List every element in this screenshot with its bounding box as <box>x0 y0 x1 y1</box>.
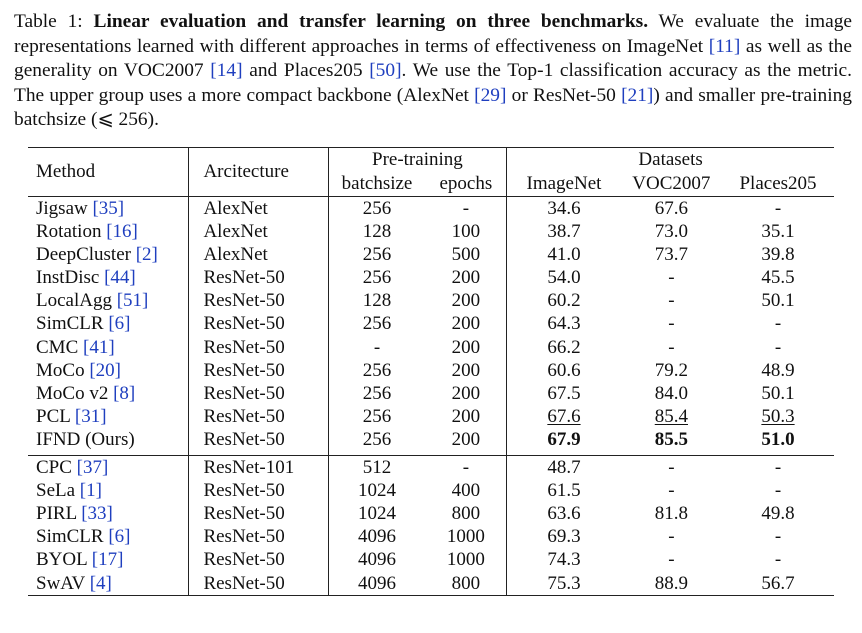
batchsize-cell: 512 <box>362 457 392 479</box>
table-row <box>28 479 834 502</box>
places205-cell: 51.0 <box>761 428 795 450</box>
method-cell <box>28 525 189 548</box>
method-cell <box>28 405 189 428</box>
places205-cell: - <box>774 198 782 219</box>
citation-link[interactable]: [6] <box>108 526 131 548</box>
epochs-cell: 200 <box>451 336 481 358</box>
architecture-cell: AlexNet <box>203 244 268 266</box>
voc2007-cell: - <box>668 457 675 479</box>
method-cell <box>28 548 189 571</box>
method-name: CPC <box>36 457 72 479</box>
imagenet-cell: 60.6 <box>547 359 581 381</box>
places205-cell: 50.1 <box>761 382 795 404</box>
results-table <box>28 147 834 596</box>
architecture-cell: AlexNet <box>203 221 268 243</box>
architecture-cell: ResNet-50 <box>203 336 285 358</box>
batchsize-cell: 256 <box>362 244 392 266</box>
table-row <box>28 525 834 548</box>
table-row <box>28 243 834 266</box>
caption-text: ) and smaller pre-training batchsize (⩽ 256). <box>14 84 852 130</box>
imagenet-cell: 38.7 <box>547 221 581 243</box>
table-row <box>28 336 834 359</box>
citation-link[interactable]: [41] <box>83 336 115 358</box>
caption-text: We evaluate the image representations learned with different approaches in terms of effectiveness on ImageNet <box>14 11 852 57</box>
batchsize-cell: 256 <box>362 198 392 219</box>
voc2007-cell: 81.8 <box>654 503 688 525</box>
table-row <box>28 266 834 289</box>
imagenet-cell: 64.3 <box>547 313 581 335</box>
method-cell <box>28 382 189 405</box>
method-name: SwAV <box>36 572 85 594</box>
table-row <box>28 382 834 405</box>
citation-link[interactable]: [2] <box>135 244 158 266</box>
method-cell <box>28 220 189 243</box>
citation-link[interactable]: [11] <box>708 35 741 57</box>
method-name: Rotation <box>36 221 102 243</box>
batchsize-cell: 256 <box>362 267 392 289</box>
method-cell <box>28 243 189 266</box>
epochs-cell: 800 <box>451 503 481 525</box>
citation-link[interactable]: [17] <box>91 549 124 571</box>
voc2007-cell: 73.7 <box>654 244 688 266</box>
imagenet-cell: 67.5 <box>547 382 581 404</box>
citation-link[interactable]: [31] <box>74 405 107 427</box>
citation-link[interactable]: [29] <box>474 84 507 106</box>
voc2007-cell: - <box>668 336 675 358</box>
table-row <box>28 312 834 335</box>
caption-title: Linear evaluation and transfer learning on three benchmarks. <box>93 11 649 32</box>
epochs-cell: - <box>462 457 470 479</box>
method-cell <box>28 572 189 596</box>
places205-cell: 50.1 <box>761 290 795 312</box>
method-cell <box>28 359 189 382</box>
table-row <box>28 456 834 480</box>
voc2007-cell: - <box>668 290 675 312</box>
places205-cell: - <box>774 336 782 358</box>
citation-link[interactable]: [44] <box>104 267 136 289</box>
method-name: BYOL <box>36 549 88 571</box>
voc2007-cell: 84.0 <box>654 382 688 404</box>
architecture-cell: ResNet-50 <box>203 526 285 548</box>
imagenet-cell: 74.3 <box>547 549 581 571</box>
imagenet-cell: 41.0 <box>547 244 581 266</box>
method-name: Jigsaw <box>36 198 88 219</box>
citation-link[interactable]: [50] <box>369 60 402 81</box>
epochs-cell: - <box>462 198 470 219</box>
caption-text: or ResNet-50 <box>506 84 622 106</box>
places205-cell: 56.7 <box>761 572 795 594</box>
caption-label: Table 1: <box>14 11 83 32</box>
header-pretraining: Pre-training <box>328 148 507 173</box>
voc2007-cell: 88.9 <box>654 572 688 594</box>
header-batchsize: batchsize <box>328 172 425 197</box>
method-cell <box>28 479 189 502</box>
citation-link[interactable]: [37] <box>76 457 109 479</box>
method-cell <box>28 312 189 335</box>
batchsize-cell: 1024 <box>358 503 397 525</box>
places205-cell: - <box>774 313 782 335</box>
epochs-cell: 800 <box>451 572 481 594</box>
voc2007-cell: - <box>668 549 675 571</box>
voc2007-cell: 67.6 <box>654 198 688 219</box>
places205-cell: 50.3 <box>761 405 795 427</box>
citation-link[interactable]: [6] <box>108 313 131 335</box>
imagenet-cell: 63.6 <box>547 503 581 525</box>
imagenet-cell: 61.5 <box>547 480 581 502</box>
method-cell <box>28 266 189 289</box>
architecture-cell: ResNet-101 <box>203 457 295 479</box>
imagenet-cell: 34.6 <box>547 198 581 219</box>
header-datasets: Datasets <box>507 148 834 173</box>
header-epochs: epochs <box>425 172 506 197</box>
method-cell <box>28 502 189 525</box>
epochs-cell: 100 <box>451 221 481 243</box>
architecture-cell: ResNet-50 <box>203 572 285 594</box>
places205-cell: 39.8 <box>761 244 795 266</box>
citation-link[interactable]: [21] <box>621 84 654 106</box>
places205-cell: - <box>774 480 782 502</box>
citation-link[interactable]: [20] <box>89 359 121 381</box>
imagenet-cell: 67.9 <box>547 428 581 450</box>
places205-cell: - <box>774 549 782 571</box>
citation-link[interactable]: [33] <box>81 503 113 525</box>
voc2007-cell: - <box>668 480 675 502</box>
architecture-cell: ResNet-50 <box>203 382 285 404</box>
batchsize-cell: 256 <box>362 428 392 450</box>
method-cell <box>28 336 189 359</box>
epochs-cell: 500 <box>451 244 481 266</box>
table-header-row <box>28 148 834 173</box>
epochs-cell: 200 <box>451 405 481 427</box>
method-name: SimCLR <box>36 526 104 548</box>
table-row <box>28 220 834 243</box>
epochs-cell: 200 <box>451 382 481 404</box>
batchsize-cell: - <box>373 336 381 358</box>
batchsize-cell: 1024 <box>358 480 397 502</box>
header-architecture: Arcitecture <box>189 148 328 197</box>
architecture-cell: ResNet-50 <box>203 359 285 381</box>
method-name: IFND (Ours) <box>36 428 135 450</box>
table-row <box>28 428 834 451</box>
method-name: LocalAgg <box>36 290 112 312</box>
batchsize-cell: 256 <box>362 359 392 381</box>
table-row <box>28 572 834 596</box>
batchsize-cell: 256 <box>362 405 392 427</box>
method-name: CMC <box>36 336 79 358</box>
citation-link[interactable]: [1] <box>79 480 102 502</box>
epochs-cell: 200 <box>451 290 481 312</box>
places205-cell: - <box>774 526 782 548</box>
citation-link[interactable]: [14] <box>210 60 243 81</box>
imagenet-cell: 54.0 <box>547 267 581 289</box>
epochs-cell: 1000 <box>446 526 485 548</box>
method-name: SeLa <box>36 480 76 502</box>
voc2007-cell: 85.5 <box>654 428 688 450</box>
citation-link[interactable]: [8] <box>113 382 136 404</box>
method-cell <box>28 289 189 312</box>
epochs-cell: 200 <box>451 313 481 335</box>
citation-link[interactable]: [4] <box>89 572 112 594</box>
header-places205: Places205 <box>722 172 834 197</box>
table-row <box>28 548 834 571</box>
imagenet-cell: 67.6 <box>547 405 581 427</box>
voc2007-cell: - <box>668 267 675 289</box>
table-row <box>28 405 834 428</box>
batchsize-cell: 4096 <box>358 549 397 571</box>
architecture-cell: ResNet-50 <box>203 290 285 312</box>
batchsize-cell: 256 <box>362 382 392 404</box>
epochs-cell: 400 <box>451 480 481 502</box>
batchsize-cell: 128 <box>362 290 392 312</box>
method-name: MoCo <box>36 359 85 381</box>
citation-link[interactable]: [35] <box>92 198 125 219</box>
places205-cell: 45.5 <box>761 267 795 289</box>
method-cell <box>28 456 189 480</box>
epochs-cell: 200 <box>451 428 481 450</box>
header-imagenet: ImageNet <box>507 172 621 197</box>
method-name: MoCo v2 <box>36 382 109 404</box>
citation-link[interactable]: [16] <box>106 221 138 243</box>
method-name: PIRL <box>36 503 77 525</box>
imagenet-cell: 69.3 <box>547 526 581 548</box>
epochs-cell: 1000 <box>446 549 485 571</box>
voc2007-cell: - <box>668 313 675 335</box>
imagenet-cell: 75.3 <box>547 572 581 594</box>
method-name: DeepCluster <box>36 244 131 266</box>
table-caption <box>14 10 852 133</box>
epochs-cell: 200 <box>451 267 481 289</box>
places205-cell: 48.9 <box>761 359 795 381</box>
caption-text: . We use the Top-1 classification accuracy as the metric. The upper group uses a more compact backbone (AlexNet <box>14 60 852 106</box>
header-method: Method <box>28 148 189 197</box>
method-name: PCL <box>36 405 71 427</box>
architecture-cell: ResNet-50 <box>203 267 285 289</box>
batchsize-cell: 256 <box>362 313 392 335</box>
imagenet-cell: 48.7 <box>547 457 581 479</box>
batchsize-cell: 128 <box>362 221 392 243</box>
voc2007-cell: 73.0 <box>654 221 688 243</box>
imagenet-cell: 66.2 <box>547 336 581 358</box>
batchsize-cell: 4096 <box>358 526 397 548</box>
architecture-cell: ResNet-50 <box>203 313 285 335</box>
places205-cell: 49.8 <box>761 503 795 525</box>
voc2007-cell: - <box>668 526 675 548</box>
architecture-cell: ResNet-50 <box>203 405 285 427</box>
caption-text: as well as the generality on VOC2007 <box>14 35 852 81</box>
architecture-cell: ResNet-50 <box>203 503 285 525</box>
imagenet-cell: 60.2 <box>547 290 581 312</box>
architecture-cell: AlexNet <box>203 198 268 219</box>
method-cell <box>28 197 189 221</box>
places205-cell: 35.1 <box>761 221 795 243</box>
architecture-cell: ResNet-50 <box>203 480 285 502</box>
header-voc2007: VOC2007 <box>621 172 722 197</box>
citation-link[interactable]: [51] <box>116 290 149 312</box>
table-row <box>28 197 834 221</box>
method-cell <box>28 428 189 451</box>
places205-cell: - <box>774 457 782 479</box>
table-row <box>28 359 834 382</box>
voc2007-cell: 79.2 <box>654 359 688 381</box>
architecture-cell: ResNet-50 <box>203 549 285 571</box>
epochs-cell: 200 <box>451 359 481 381</box>
architecture-cell: ResNet-50 <box>203 428 285 450</box>
table-row <box>28 502 834 525</box>
batchsize-cell: 4096 <box>358 572 397 594</box>
voc2007-cell: 85.4 <box>654 405 688 427</box>
method-name: SimCLR <box>36 313 104 335</box>
caption-text: and Places205 <box>242 60 370 81</box>
table-row <box>28 289 834 312</box>
method-name: InstDisc <box>36 267 100 289</box>
